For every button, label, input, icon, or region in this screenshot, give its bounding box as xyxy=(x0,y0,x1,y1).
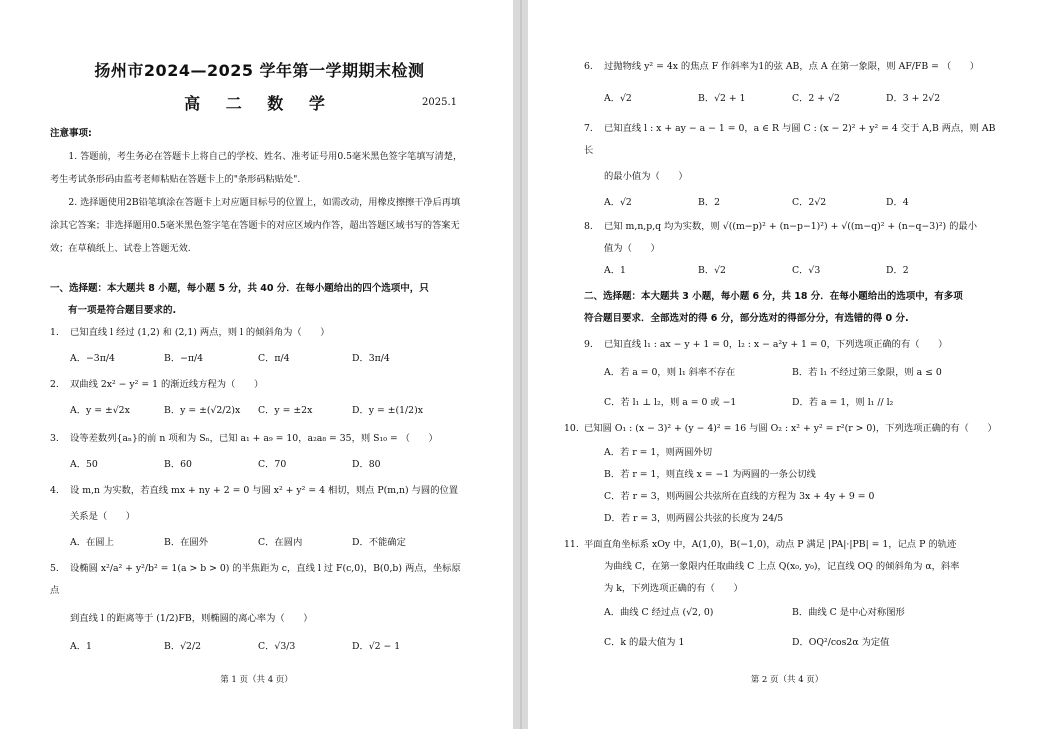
page-footer: 第 1 页（共 4 页） xyxy=(220,675,293,685)
option-c: C．在圆内 xyxy=(258,537,303,548)
option-b: B．2 xyxy=(698,197,721,208)
page-divider xyxy=(520,0,522,729)
question-1: 1. 已知直线 l 经过 (1,2) 和 (2,1) 两点，则 l 的倾斜角为（ ） xyxy=(50,327,330,338)
option-d: D．3π/4 xyxy=(352,353,390,364)
option-d: D．若 a = 1，则 l₁ // l₂ xyxy=(792,397,894,408)
question-4-cont: 关系是（ ） xyxy=(70,511,136,522)
option-a: A．若 r = 1，则两圆外切 xyxy=(604,447,713,458)
option-b: B．√2 xyxy=(698,265,726,276)
question-4-options xyxy=(50,532,469,554)
option-d: D．√2 − 1 xyxy=(352,641,401,652)
section-1-heading-cont: 有一项是符合题目要求的. xyxy=(68,305,177,316)
question-11-cont-2: 为 k，下列选项正确的有（ ） xyxy=(604,583,743,594)
option-b: B．−π/4 xyxy=(164,353,204,364)
option-a: A．1 xyxy=(70,641,92,652)
option-c: C．y = ±2x xyxy=(258,405,313,416)
option-a: A．−3π/4 xyxy=(70,353,115,364)
question-11: 11. 平面直角坐标系 xOy 中，A(1,0)，B(−1,0)，动点 P 满足 |PA|·|PB| = 1，记点 P 的轨迹 xyxy=(564,539,957,550)
option-b: B．若 r = 1，则直线 x = −1 为两圆的一条公切线 xyxy=(604,469,816,480)
option-d: D．4 xyxy=(886,197,909,208)
exam-subject: 高 二 数 学 xyxy=(184,94,335,113)
option-c: C．70 xyxy=(258,459,287,470)
option-c: C．π/4 xyxy=(258,353,290,364)
notice-item-1: 1. 答题前，考生务必在答题卡上将自己的学校、姓名、准考证号用0.5毫米黑色签字笔填写清楚，考生考试条形码由监考老师粘贴在答题卡上的"条形码粘贴处". xyxy=(50,151,463,185)
exam-date: 2025.1 xyxy=(422,97,457,108)
question-11-options-row1 xyxy=(584,602,1006,624)
option-c: C．2 + √2 xyxy=(792,93,840,104)
option-a: A．√2 xyxy=(604,93,632,104)
option-d: D．不能确定 xyxy=(352,537,406,548)
option-a: A．1 xyxy=(604,265,626,276)
option-b: B．若 l₁ 不经过第三象限，则 a ≤ 0 xyxy=(792,367,942,378)
option-d: D．80 xyxy=(352,459,381,470)
subtitle-row xyxy=(50,91,469,117)
question-7-cont: 的最小值为（ ） xyxy=(604,171,688,182)
option-d: D．2 xyxy=(886,265,909,276)
question-9-options-row1 xyxy=(584,362,1006,384)
question-3: 3. 设等差数列{aₙ}的前 n 项和为 Sₙ，已知 a₁ + a₉ = 10，a₂a₈ = 35，则 S₁₀ = （ ） xyxy=(50,433,438,444)
question-5: 5. 设椭圆 x²/a² + y²/b² = 1(a > b > 0) 的半焦距为 c，直线 l 过 F(c,0)，B(0,b) 两点，坐标原点 xyxy=(50,563,461,596)
option-b: B．y = ±(√2/2)x xyxy=(164,405,241,416)
question-5-cont: 到直线 l 的距离等于 (1/2)FB，则椭圆的离心率为（ ） xyxy=(70,613,313,624)
option-a: A．50 xyxy=(70,459,98,470)
option-c: C．√3/3 xyxy=(258,641,296,652)
option-b: B．曲线 C 是中心对称图形 xyxy=(792,607,905,618)
question-2-options xyxy=(50,400,469,422)
question-1-options xyxy=(50,348,469,370)
page-footer: 第 2 页（共 4 页） xyxy=(750,675,824,685)
question-3-options xyxy=(50,454,469,476)
page-1 xyxy=(0,0,513,729)
question-5-options xyxy=(50,636,469,658)
option-a: A．√2 xyxy=(604,197,632,208)
question-9-options-row2 xyxy=(584,392,1006,414)
option-d: D．3 + 2√2 xyxy=(886,93,941,104)
section-1-heading: 一、选择题：本大题共 8 小题，每小题 5 分，共 40 分．在每小题给出的四个选项中，只 xyxy=(50,283,429,294)
question-11-cont: 为曲线 C，在第一象限内任取曲线 C 上点 Q(x₀, y₀)，记直线 OQ 的倾斜角为 α，斜率 xyxy=(604,561,960,572)
question-8-cont: 值为（ ） xyxy=(604,243,660,254)
option-c: C．√3 xyxy=(792,265,821,276)
option-c: C．若 l₁ ⊥ l₂，则 a = 0 或 −1 xyxy=(604,397,737,408)
option-b: B．在圆外 xyxy=(164,537,209,548)
notice-item-2: 2. 选择题使用2B铅笔填涂在答题卡上对应题目标号的位置上，如需改动，用橡皮擦擦干净后再填涂其它答案；非选择题用0.5毫米黑色签字笔在答题卡的对应区域内作答，超出答题区域书写的答案无效；在草稿纸上、试卷上答题无效. xyxy=(50,197,461,254)
option-c: C．k 的最大值为 1 xyxy=(604,637,685,648)
option-a: A．y = ±√2x xyxy=(70,405,130,416)
question-9: 9. 已知直线 l₁ : ax − y + 1 = 0，l₂ : x − a²y + 1 = 0，下列选项正确的有（ ） xyxy=(584,339,948,350)
exam-title: 扬州市2024—2025 学年第一学期期末检测 xyxy=(94,61,425,80)
question-6-options xyxy=(584,88,1006,110)
option-a: A．曲线 C 经过点 (√2, 0) xyxy=(604,607,714,618)
option-a: A．若 a = 0，则 l₁ 斜率不存在 xyxy=(604,367,736,378)
question-8-options xyxy=(584,260,1006,282)
question-7: 7. 已知直线 l : x + ay − a − 1 = 0，a ∈ R 与圆 C : (x − 2)² + y² = 4 交于 A,B 两点，则 AB 长 xyxy=(584,123,996,156)
question-2: 2. 双曲线 2x² − y² = 1 的渐近线方程为（ ） xyxy=(50,379,264,390)
option-b: B．60 xyxy=(164,459,192,470)
question-10: 10. 已知圆 O₁ : (x − 3)² + (y − 4)² = 16 与圆 O₂ : x² + y² = r²(r > 0)，下列选项正确的有（ ） xyxy=(564,423,997,434)
section-2-heading: 二、选择题：本大题共 3 小题，每小题 6 分，共 18 分．在每小题给出的选项中，有多项 xyxy=(584,291,963,302)
option-b: B．√2/2 xyxy=(164,641,202,652)
notice-heading: 注意事项: xyxy=(50,128,92,139)
option-d: D．OQ²/cos2α 为定值 xyxy=(792,637,890,648)
page-2 xyxy=(528,0,1046,729)
option-a: A．在圆上 xyxy=(70,537,114,548)
section-2-heading-cont: 符合题目要求．全部选对的得 6 分，部分选对的得部分分，有选错的得 0 分. xyxy=(584,313,909,324)
question-8: 8. 已知 m,n,p,q 均为实数，则 √((m−p)² + (n−p−1)²) + √((m−q)² + (n−q−3)²) 的最小 xyxy=(584,221,978,232)
option-c: C．2√2 xyxy=(792,197,827,208)
question-6: 6. 过抛物线 y² = 4x 的焦点 F 作斜率为1的弦 AB，点 A 在第一象限，则 AF/FB = （ ） xyxy=(584,61,980,72)
question-7-options xyxy=(584,192,1006,214)
question-11-options-row2 xyxy=(584,632,1006,654)
question-4: 4. 设 m,n 为实数，若直线 mx + ny + 2 = 0 与圆 x² + y² = 4 相切，则点 P(m,n) 与圆的位置 xyxy=(50,485,459,496)
option-c: C．若 r = 3，则两圆公共弦所在直线的方程为 3x + 4y + 9 = 0 xyxy=(604,491,875,502)
option-d: D．y = ±(1/2)x xyxy=(352,405,423,416)
option-b: B．√2 + 1 xyxy=(698,93,746,104)
option-d: D．若 r = 3，则两圆公共弦的长度为 24/5 xyxy=(604,513,784,524)
